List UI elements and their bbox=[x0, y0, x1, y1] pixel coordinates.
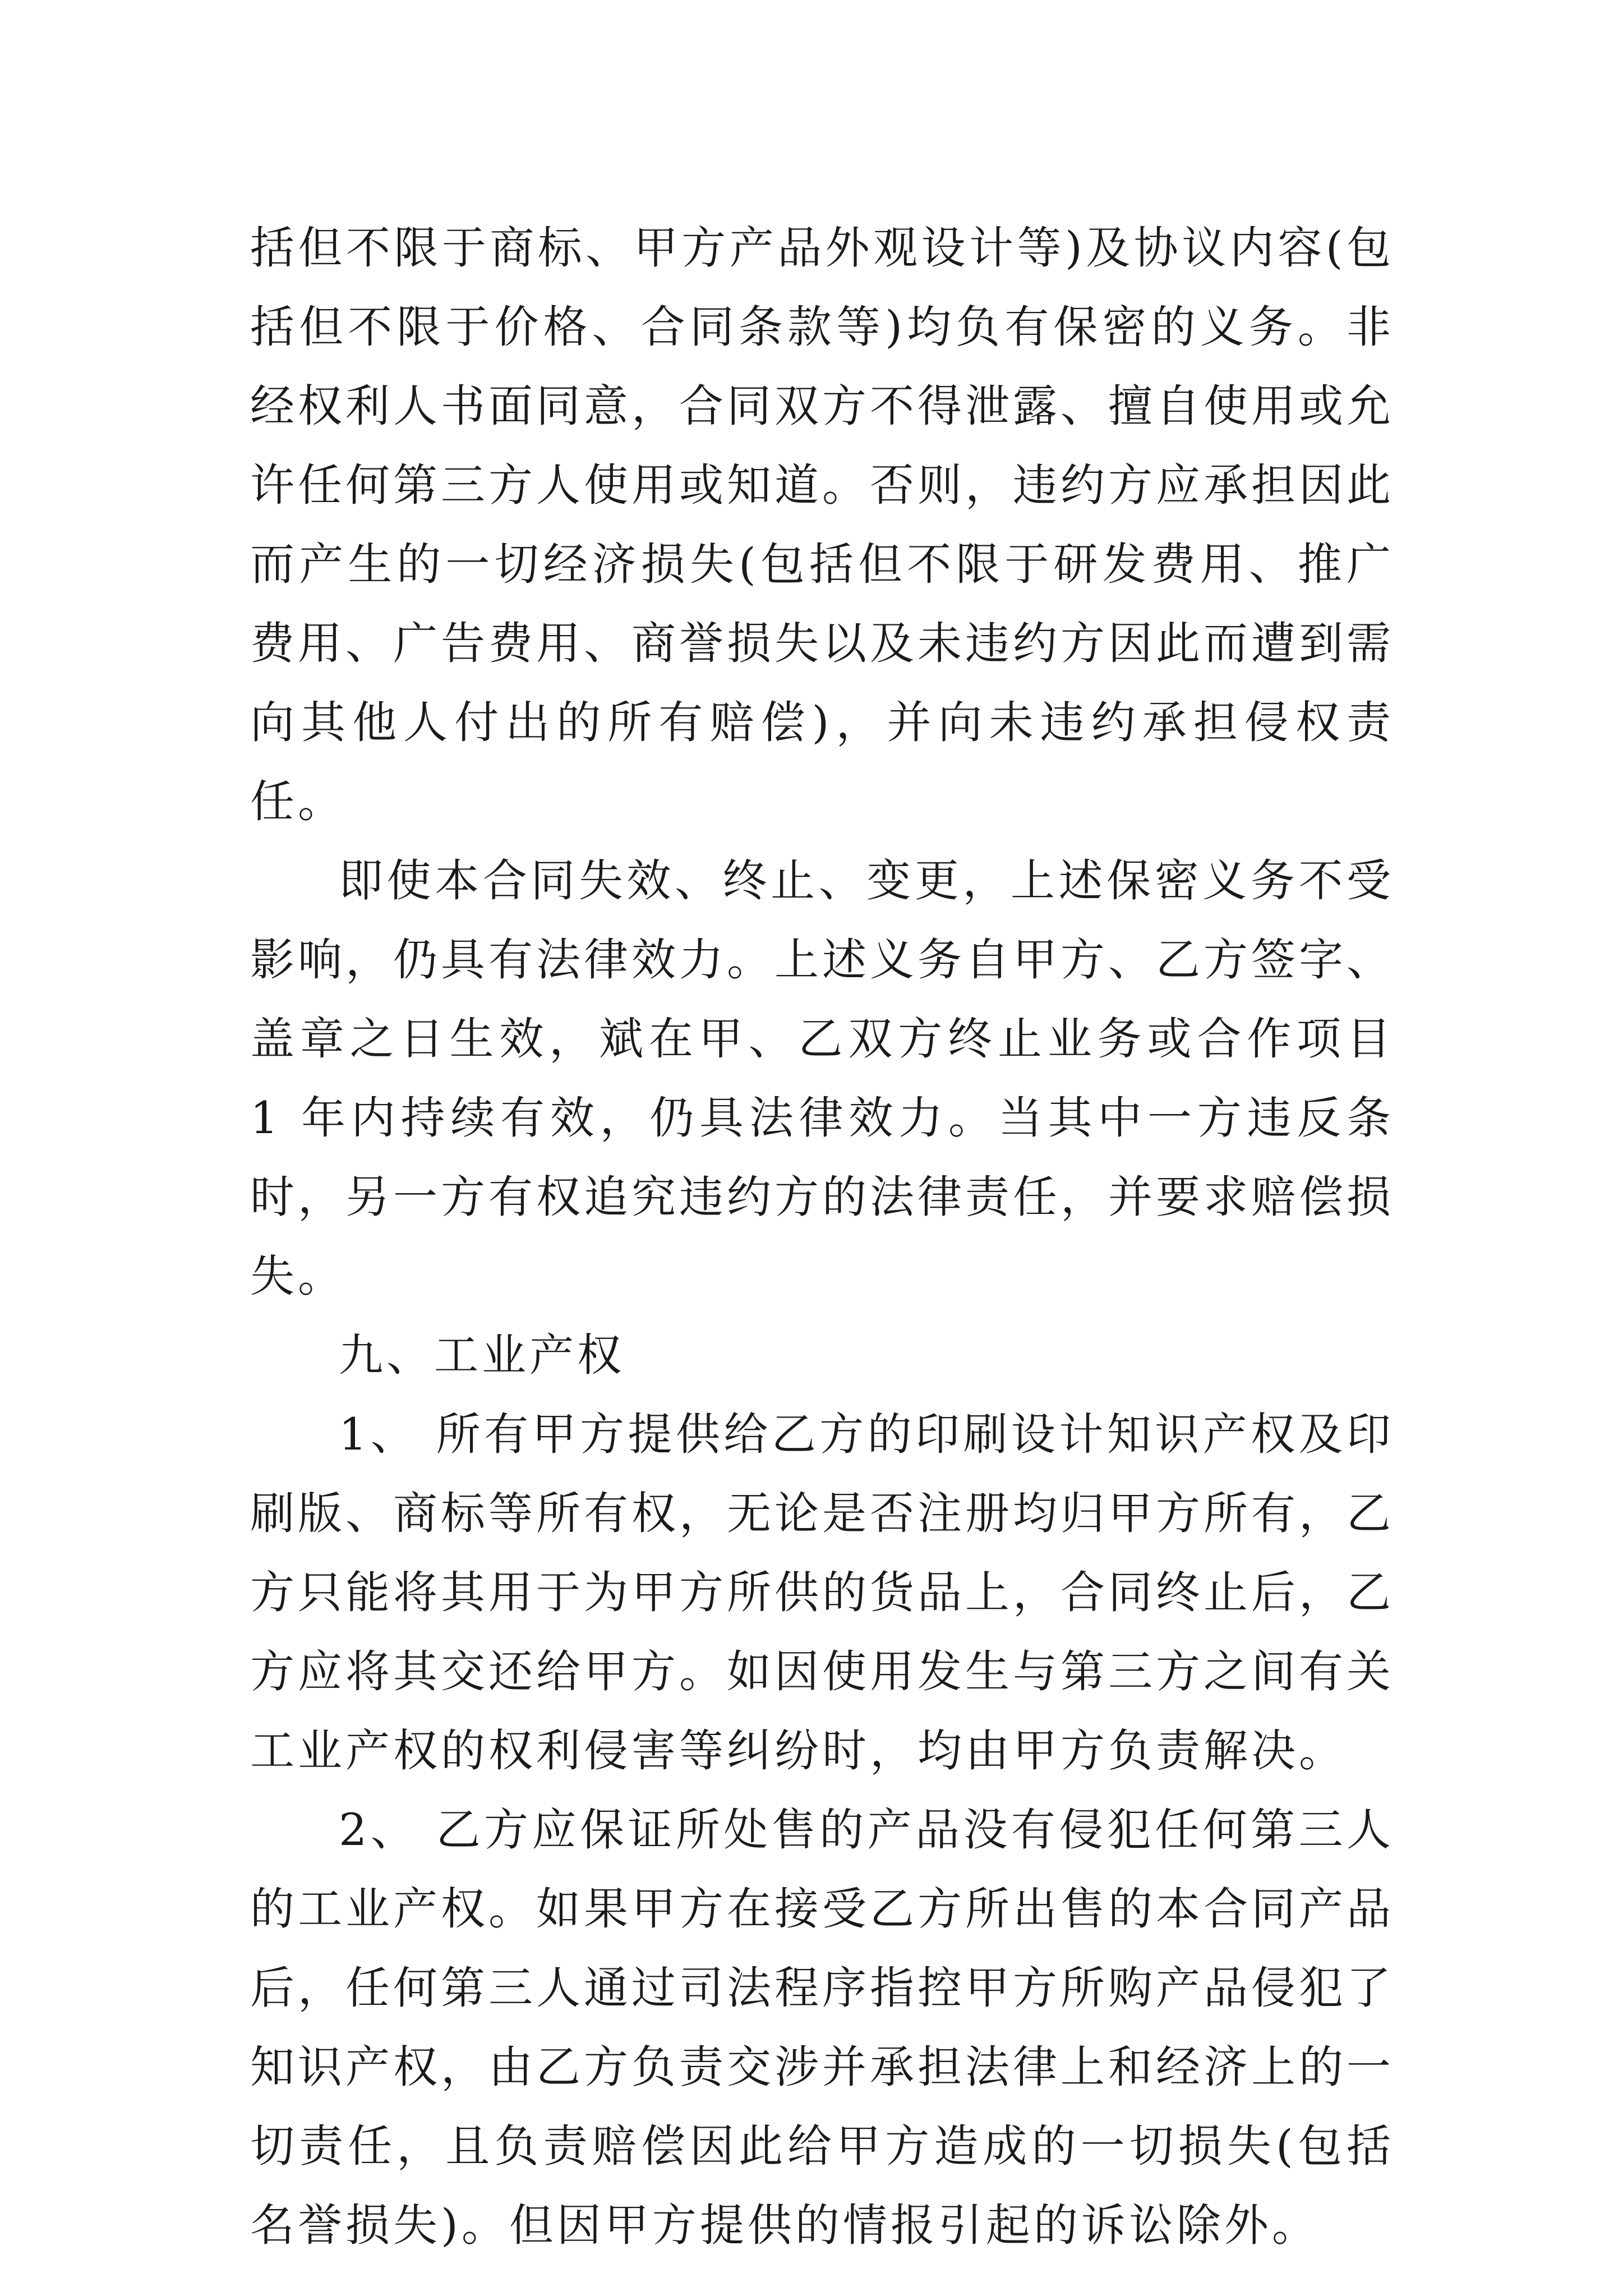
section-heading-industrial-property: 九、工业产权 bbox=[339, 1329, 625, 1381]
paragraph-confidentiality-duration: 即使本合同失效、终止、变更，上述保密义务不受影响，仍具有法律效力。上述义务自甲方、乙方签字、盖章之日生效，斌在甲、乙双方终止业务或合作项目 1 年内持续有效，仍具法律效力。当其中一方违反条时，另一方有权追究违约方的法律责任，并要求赔偿损失。 bbox=[250, 855, 1394, 1302]
document-body bbox=[250, 209, 1394, 2265]
paragraph-confidentiality-scope: 括但不限于商标、甲方产品外观设计等)及协议内容(包括但不限于价格、合同条款等)均负有保密的义务。非经权利人书面同意，合同双方不得泄露、擅自使用或允许任何第三方人使用或知道。否则，违约方应承担因此而产生的一切经济损失(包括但不限于研发费用、推广费用、广告费用、商誉损失以及未违约方因此而遭到需向其他人付出的所有赔偿)，并向未违约承担侵权责任。 bbox=[250, 222, 1394, 827]
paragraph-clause-1: 1、 所有甲方提供给乙方的印刷设计知识产权及印刷版、商标等所有权，无论是否注册均归甲方所有，乙方只能将其用于为甲方所供的货品上，合同终止后，乙方应将其交还给甲方。如因使用发生与第三方之间有关工业产权的权利侵害等纠纷时，均由甲方负责解决。 bbox=[250, 1409, 1394, 1777]
paragraph-clause-2: 2、 乙方应保证所处售的产品没有侵犯任何第三人的工业产权。如果甲方在接受乙方所出售的本合同产品后，任何第三人通过司法程序指控甲方所购产品侵犯了知识产权，由乙方负责交涉并承担法律上和经济上的一切责任，且负责赔偿因此给甲方造成的一切损失(包括名誉损失)。但因甲方提供的情报引起的诉讼除外。 bbox=[250, 1804, 1394, 2251]
